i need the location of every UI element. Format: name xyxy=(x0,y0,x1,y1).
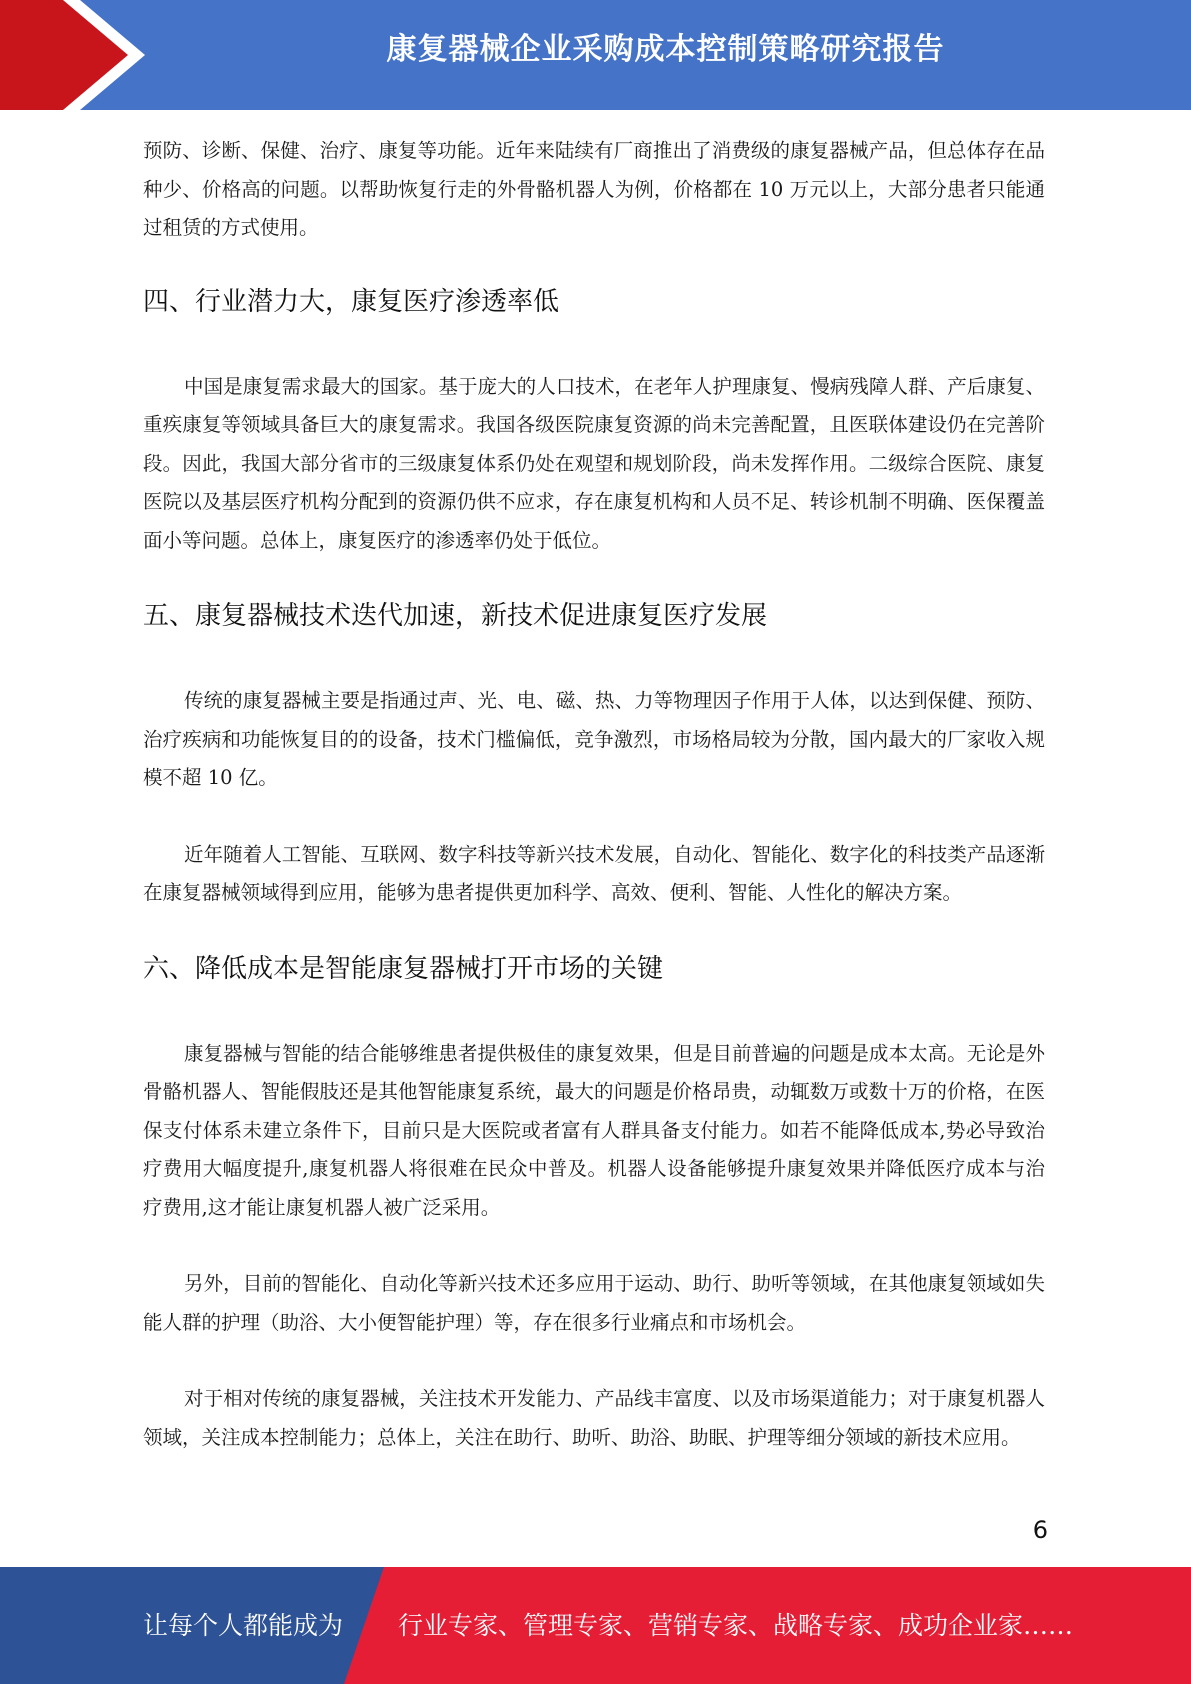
document-body xyxy=(143,132,1045,1457)
page-number: 6 xyxy=(1032,1516,1048,1544)
section-6-paragraph-3: 对于相对传统的康复器械，关注技术开发能力、产品线丰富度、以及市场渠道能力；对于康复机器人领域，关注成本控制能力；总体上，关注在助行、助听、助浴、助眠、护理等细分领域的新技术应用。 xyxy=(143,1387,1045,1449)
page-header xyxy=(0,0,1191,110)
section-heading-6: 六、降低成本是智能康复器械打开市场的关键 xyxy=(143,953,664,984)
footer-slogan-left: 让每个人都能成为 xyxy=(143,1611,344,1640)
section-heading-5: 五、康复器械技术迭代加速，新技术促进康复医疗发展 xyxy=(143,601,768,631)
page-footer xyxy=(0,1567,1191,1684)
section-6-paragraph-1: 康复器械与智能的结合能够维患者提供极佳的康复效果，但是目前普遍的问题是成本太高。无论是外骨骼机器人、智能假肢还是其他智能康复系统，最大的问题是价格昂贵，动辄数万或数十万的价格，在医保支付体系未建立条件下，目前只是大医院或者富有人群具备支付能力。如若不能降低成本,势必导致治疗费用大幅度提升,康复机器人将很难在民众中普及。机器人设备能够提升康复效果并降低医疗成本与治疗费用,这才能让康复机器人被广泛采用。 xyxy=(143,1041,1045,1219)
section-4-paragraph-1: 中国是康复需求最大的国家。基于庞大的人口技术，在老年人护理康复、慢病残障人群、产后康复、重疾康复等领域具备巨大的康复需求。我国各级医院康复资源的尚未完善配置，且医联体建设仍在完善阶段。因此，我国大部分省市的三级康复体系仍处在观望和规划阶段，尚未发挥作用。二级综合医院、康复医院以及基层医疗机构分配到的资源仍供不应求，存在康复机构和人员不足、转诊机制不明确、医保覆盖面小等问题。总体上，康复医疗的渗透率仍处于低位。 xyxy=(143,374,1045,552)
section-5-paragraph-1: 传统的康复器械主要是指通过声、光、电、磁、热、力等物理因子作用于人体，以达到保健、预防、治疗疾病和功能恢复目的的设备，技术门槛偏低，竞争激烈，市场格局较为分散，国内最大的厂家收入规模不超 10 亿。 xyxy=(143,689,1045,789)
section-heading-4: 四、行业潜力大，康复医疗渗透率低 xyxy=(143,286,560,317)
report-title: 康复器械企业采购成本控制策略研究报告 xyxy=(386,32,945,67)
section-6-paragraph-2: 另外，目前的智能化、自动化等新兴技术还多应用于运动、助行、助听等领域，在其他康复领域如失能人群的护理（助浴、大小便智能护理）等，存在很多行业痛点和市场机会。 xyxy=(143,1272,1045,1334)
section-5-paragraph-2: 近年随着人工智能、互联网、数字科技等新兴技术发展，自动化、智能化、数字化的科技类产品逐渐在康复器械领域得到应用，能够为患者提供更加科学、高效、便利、智能、人性化的解决方案。 xyxy=(143,842,1045,904)
header-arrow-decoration xyxy=(0,0,160,110)
intro-paragraph: 预防、诊断、保健、治疗、康复等功能。近年来陆续有厂商推出了消费级的康复器械产品，但总体存在品种少、价格高的问题。以帮助恢复行走的外骨骼机器人为例，价格都在 10 万元以上，大部分患者只能通过租赁的方式使用。 xyxy=(143,139,1045,239)
footer-slogan-right: 行业专家、管理专家、营销专家、战略专家、成功企业家…… xyxy=(398,1611,1074,1640)
